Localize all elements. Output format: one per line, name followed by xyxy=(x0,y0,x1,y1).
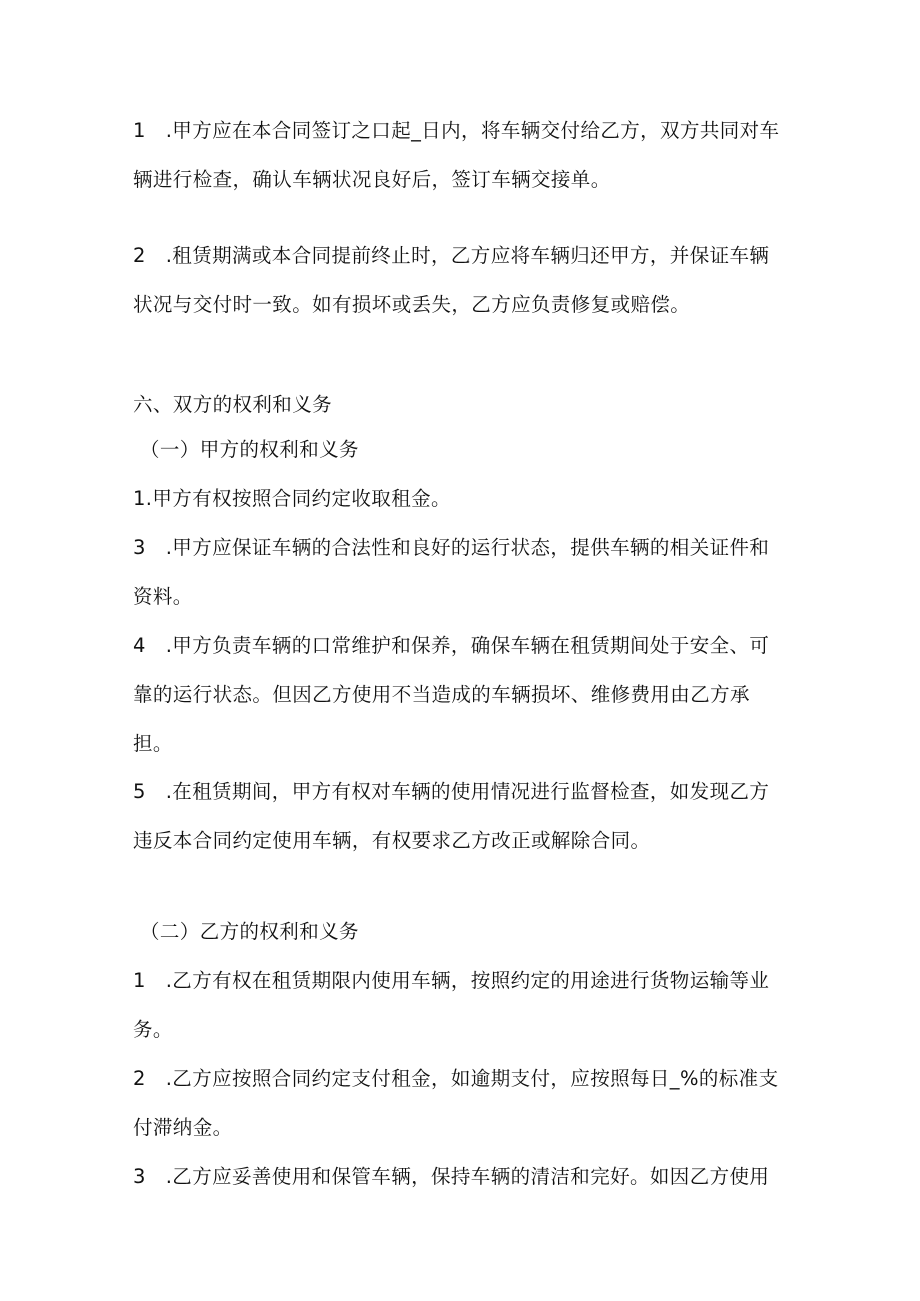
party-a-item-4: 4 .甲方负责车辆的口常维护和保养，确保车辆在租赁期间处于安全、可靠的运行状态。但因乙方使用不当造成的车辆损坏、维修费用由乙方承担。 xyxy=(133,634,770,755)
party-a-item-3: 3 .甲方应保证车辆的合法性和良好的运行状态，提供车辆的相关证件和资料。 xyxy=(133,536,770,608)
party-b-item-1: 1 .乙方有权在租赁期限内使用车辆，按照约定的用途进行货物运输等业务。 xyxy=(133,969,770,1041)
subsection-heading-party-b: （二）乙方的权利和义务 xyxy=(140,920,359,943)
party-a-item-1: 1.甲方有权按照合同约定收取租金。 xyxy=(133,487,451,510)
subsection-heading-party-a: （一）甲方的权利和义务 xyxy=(140,438,359,461)
section-heading-rights-obligations: 六、双方的权利和义务 xyxy=(133,393,333,416)
clause-delivery: 1 .甲方应在本合同签订之口起_日内，将车辆交付给乙方，双方共同对车辆进行检查，确认车辆状况良好后，签订车辆交接单。 xyxy=(133,119,780,191)
party-b-item-3: 3 .乙方应妥善使用和保管车辆，保持车辆的清洁和完好。如因乙方使用 xyxy=(133,1165,770,1188)
party-b-item-2: 2 .乙方应按照合同约定支付租金，如逾期支付，应按照每日_%的标准支付滞纳金。 xyxy=(133,1067,779,1139)
clause-return: 2 .租赁期满或本合同提前终止时，乙方应将车辆归还甲方，并保证车辆状况与交付时一致。如有损坏或丢失，乙方应负责修复或赔偿。 xyxy=(133,244,770,316)
party-a-item-5: 5 .在租赁期间，甲方有权对车辆的使用情况进行监督检查，如发现乙方违反本合同约定使用车辆，有权要求乙方改正或解除合同。 xyxy=(133,780,770,852)
